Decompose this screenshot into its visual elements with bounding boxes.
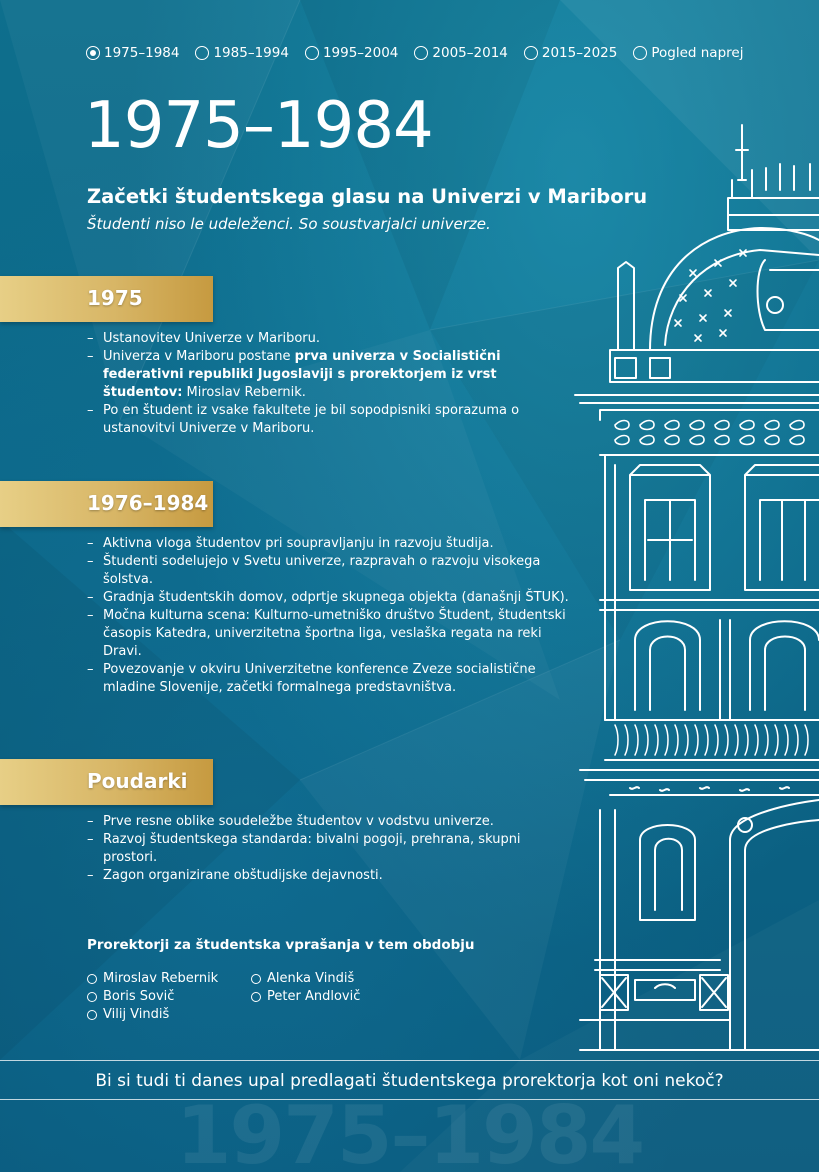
period-radio-1995-2004[interactable]	[305, 45, 398, 61]
period-label[interactable]: Pogled naprej	[651, 45, 744, 61]
section-tab-1976-1984	[0, 481, 213, 527]
divider-top	[0, 1060, 819, 1061]
period-label[interactable]: 1975–1984	[104, 45, 180, 61]
subheadline: Študenti niso le udeleženci. So soustvarjalci univerze.	[87, 215, 491, 233]
rector-item: Boris Sovič	[87, 989, 174, 1004]
radio-empty-icon[interactable]	[524, 46, 538, 60]
list-item: – Povezovanje v okviru Univerzitetne konference Zveze socialistične mladine Slovenije, začetki formalnega predstavništva.	[87, 661, 577, 697]
radio-empty-icon[interactable]	[305, 46, 319, 60]
period-navigation	[86, 45, 759, 61]
section-list-poudarki	[87, 813, 577, 885]
section-list-1975	[87, 330, 577, 438]
section-tab-label: 1975	[87, 286, 143, 310]
ring-bullet-icon	[251, 992, 261, 1002]
period-label[interactable]: 2015–2025	[541, 45, 618, 61]
period-radio-2005-2014[interactable]	[414, 45, 507, 61]
list-item: – Univerza v Mariboru postane prva univerza v Socialistični federativni republiki Jugoslaviji s prorektorjem iz vrst študentov: Miroslav Rebernik.	[87, 348, 577, 402]
section-tab-1975	[0, 276, 213, 322]
period-label[interactable]: 1995–2004	[322, 45, 399, 61]
list-item: – Močna kulturna scena: Kulturno-umetniško društvo Študent, študentski časopis Katedra, univerzitetna športna liga, veslaška regata na reki Dravi.	[87, 607, 577, 661]
period-label[interactable]: 2005–2014	[432, 45, 508, 61]
closing-question: Bi si tudi ti danes upal predlagati študentskega prorektorja kot oni nekoč?	[95, 1071, 724, 1091]
rector-item: Miroslav Rebernik	[87, 971, 218, 986]
list-item: – Gradnja študentskih domov, odprtje skupnega objekta (današnji ŠTUK).	[87, 589, 577, 607]
page-title: 1975–1984	[84, 89, 433, 163]
period-radio-2015-2025[interactable]	[524, 45, 617, 61]
watermark-period: 1975–1984	[175, 1089, 644, 1172]
ring-bullet-icon	[87, 992, 97, 1002]
university-building-illustration	[570, 120, 819, 1060]
list-item: – Zagon organizirane obštudijske dejavnosti.	[87, 867, 577, 885]
list-item: – Prve resne oblike soudeležbe študentov v vodstvu univerze.	[87, 813, 577, 831]
list-item: – Ustanovitev Univerze v Mariboru.	[87, 330, 577, 348]
rector-item: Peter Andlovič	[251, 989, 360, 1004]
section-list-1976-1984	[87, 535, 577, 697]
period-radio-1975-1984[interactable]	[86, 45, 179, 61]
radio-empty-icon[interactable]	[414, 46, 428, 60]
rector-item: Alenka Vindiš	[251, 971, 354, 986]
rectors-title: Prorektorji za študentska vprašanja v tem obdobju	[87, 937, 475, 953]
list-item: – Aktivna vloga študentov pri soupravljanju in razvoju študija.	[87, 535, 577, 553]
list-item: – Razvoj študentskega standarda: bivalni pogoji, prehrana, skupni prostori.	[87, 831, 577, 867]
list-item: – Študenti sodelujejo v Svetu univerze, razpravah o razvoju visokega šolstva.	[87, 553, 577, 589]
period-radio-1985-1994[interactable]	[195, 45, 288, 61]
period-label[interactable]: 1985–1994	[213, 45, 289, 61]
rector-item: Vilij Vindiš	[87, 1007, 169, 1022]
radio-selected-icon[interactable]	[86, 46, 100, 60]
ring-bullet-icon	[87, 1010, 97, 1020]
ring-bullet-icon	[87, 974, 97, 984]
headline: Začetki študentskega glasu na Univerzi v Mariboru	[87, 185, 648, 208]
radio-empty-icon[interactable]	[195, 46, 209, 60]
ring-bullet-icon	[251, 974, 261, 984]
period-radio-pogled-naprej[interactable]	[633, 45, 743, 61]
section-tab-label: Poudarki	[87, 769, 188, 793]
section-tab-label: 1976–1984	[87, 491, 209, 515]
list-item: – Po en študent iz vsake fakultete je bil sopodpisniki sporazuma o ustanovitvi Univerze v Mariboru.	[87, 402, 577, 438]
section-tab-poudarki	[0, 759, 213, 805]
radio-empty-icon[interactable]	[633, 46, 647, 60]
